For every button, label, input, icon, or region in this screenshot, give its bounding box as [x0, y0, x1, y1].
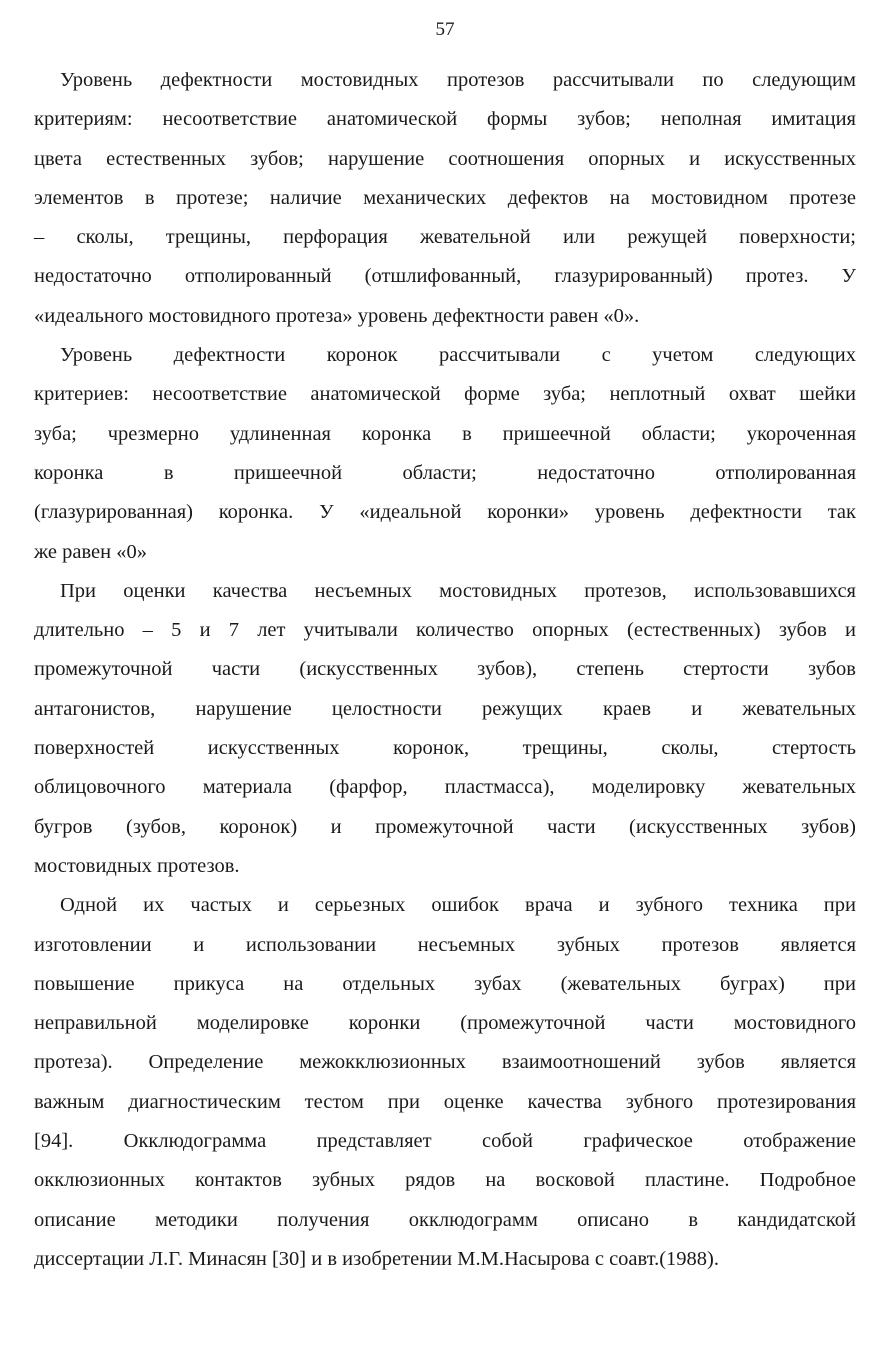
text-line: облицовочного материала (фарфор, пластмасса), моделировку жевательных: [34, 776, 856, 799]
text-line: (глазурированная) коронка. У «идеальной коронки» уровень дефектности так: [34, 501, 856, 524]
text-line: «идеального мостовидного протеза» уровень дефектности равен «0».: [34, 304, 640, 327]
text-line: повышение прикуса на отдельных зубах (жевательных буграх) при: [34, 972, 856, 995]
text-line: [94]. Окклюдограмма представляет собой графическое отображение: [34, 1130, 856, 1153]
text-line: мостовидных протезов.: [34, 854, 240, 877]
text-line: же равен «0»: [34, 540, 147, 563]
text-line: коронка в пришеечной области; недостаточно отполированная: [34, 461, 856, 484]
text-line: неправильной моделировке коронки (промежуточной части мостовидного: [34, 1012, 856, 1035]
paragraph-crown-defects: [34, 336, 856, 572]
text-line: диссертации Л.Г. Минасян [30] и в изобретении М.М.Насырова с соавт.(1988).: [34, 1247, 720, 1270]
paragraph-occlusion-errors: [34, 886, 856, 1279]
page-number: 57: [435, 19, 455, 40]
text-line: протеза). Определение межокклюзионных взаимоотношений зубов является: [34, 1051, 856, 1074]
text-line: окклюзионных контактов зубных рядов на восковой пластине. Подробное: [34, 1169, 856, 1192]
text-line: важным диагностическим тестом при оценке качества зубного протезирования: [34, 1090, 856, 1113]
text-line: При оценки качества несъемных мостовидных протезов, использовавшихся: [60, 579, 856, 602]
text-line: – сколы, трещины, перфорация жевательной или режущей поверхности;: [34, 226, 856, 249]
text-line: бугров (зубов, коронок) и промежуточной части (искусственных зубов): [34, 815, 856, 838]
text-line: цвета естественных зубов; нарушение соотношения опорных и искусственных: [34, 147, 856, 170]
text-line: описание методики получения окклюдограмм описано в кандидатской: [34, 1208, 856, 1231]
text-line: длительно – 5 и 7 лет учитывали количество опорных (естественных) зубов и: [34, 619, 856, 642]
text-line: изготовлении и использовании несъемных зубных протезов является: [34, 933, 856, 956]
text-line: Уровень дефектности коронок рассчитывали с учетом следующих: [60, 344, 856, 367]
text-line: Одной их частых и серьезных ошибок врача и зубного техника при: [60, 894, 856, 917]
text-line: критериев: несоответствие анатомической форме зуба; неплотный охват шейки: [34, 383, 856, 406]
text-line: критериям: несоответствие анатомической формы зубов; неполная имитация: [34, 108, 856, 131]
text-line: антагонистов, нарушение целостности режущих краев и жевательных: [34, 697, 856, 720]
text-line: элементов в протезе; наличие механических дефектов на мостовидном протезе: [34, 186, 856, 209]
paragraph-quality-assessment: [34, 572, 856, 886]
paragraph-bridge-defects: [34, 61, 856, 336]
text-line: зуба; чрезмерно удлиненная коронка в пришеечной области; укороченная: [34, 422, 856, 445]
text-line: промежуточной части (искусственных зубов), степень стертости зубов: [34, 658, 856, 681]
document-body: [34, 61, 856, 1279]
text-line: недостаточно отполированный (отшлифованный, глазурированный) протез. У: [34, 265, 856, 288]
text-line: поверхностей искусственных коронок, трещины, сколы, стертость: [34, 737, 856, 760]
text-line: Уровень дефектности мостовидных протезов рассчитывали по следующим: [60, 69, 856, 91]
